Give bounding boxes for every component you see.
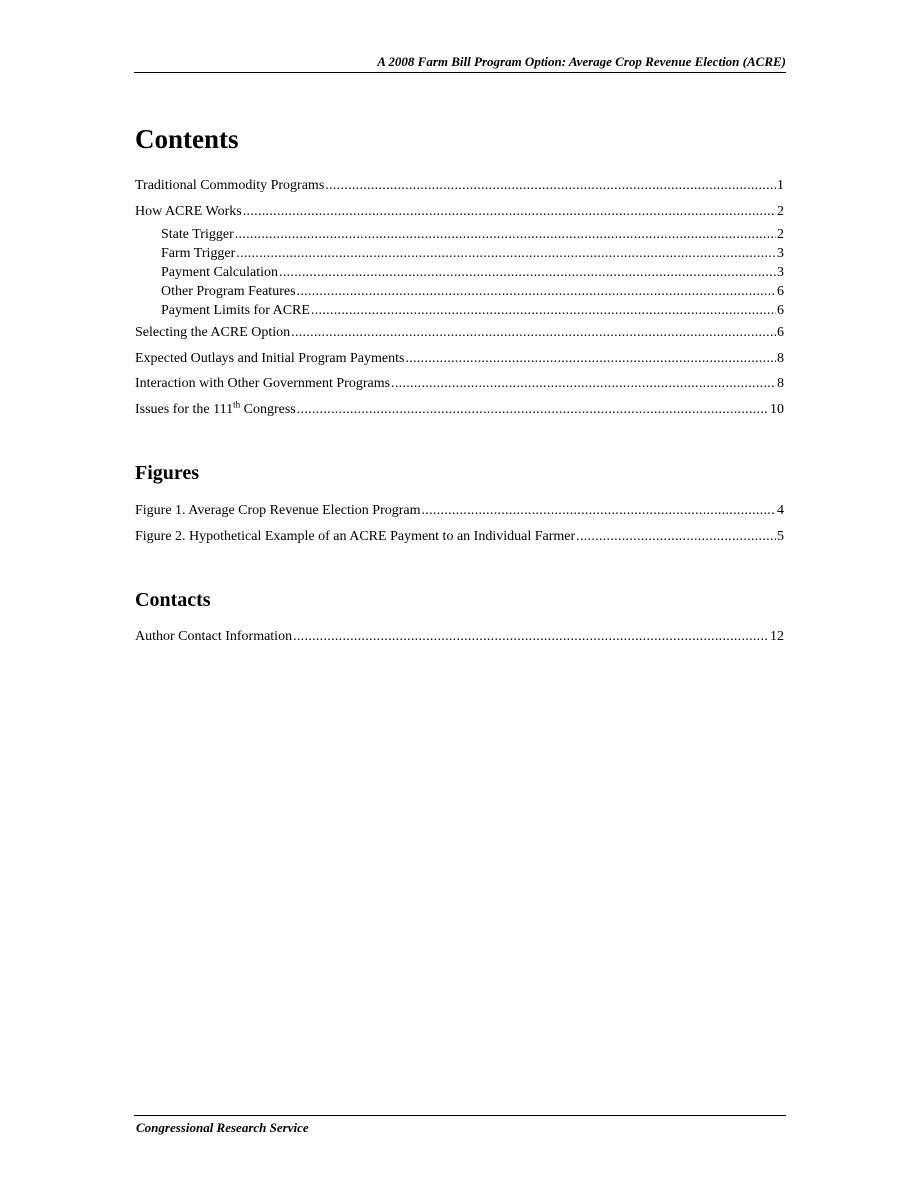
toc-entry-title: Traditional Commodity Programs [135, 178, 325, 193]
toc-entry-title: Farm Trigger [161, 246, 236, 261]
contacts-heading: Contacts [135, 589, 211, 611]
toc-entry-page: 1 [777, 178, 784, 193]
contents-heading: Contents [135, 124, 239, 154]
contact-entry-title: Author Contact Information [135, 629, 293, 644]
toc-entry-title: Payment Calculation [161, 265, 279, 280]
toc-entry-page: 2 [777, 227, 784, 242]
figure-entry-title: Figure 1. Average Crop Revenue Election Program [135, 503, 421, 518]
figures-heading: Figures [135, 462, 200, 484]
toc-entry-other-program-features[interactable] [161, 283, 784, 300]
contact-entry-author[interactable] [135, 628, 784, 645]
toc-entry-title: Interaction with Other Government Programs [135, 376, 391, 391]
toc-entry-page: 3 [777, 246, 784, 261]
toc-entry-page: 3 [777, 265, 784, 280]
footer-divider [134, 1115, 786, 1116]
toc-entry-traditional-commodity-programs[interactable] [135, 177, 784, 194]
toc-entry-page: 6 [777, 303, 784, 318]
figure-entry-1[interactable] [135, 502, 784, 519]
toc-entry-expected-outlays[interactable] [135, 350, 784, 367]
figure-entry-2[interactable] [135, 528, 784, 545]
running-header: A 2008 Farm Bill Program Option: Average Crop Revenue Election (ACRE) [377, 54, 786, 69]
toc-entry-page: 8 [777, 351, 784, 366]
toc-entry-issues-111th-congress[interactable] [135, 401, 784, 418]
footer-text: Congressional Research Service [136, 1120, 309, 1135]
toc-entry-farm-trigger[interactable] [161, 245, 784, 262]
toc-entry-page: 6 [777, 284, 784, 299]
toc-entry-state-trigger[interactable] [161, 226, 784, 243]
toc-entry-interaction-other-programs[interactable] [135, 375, 784, 392]
figure-entry-page: 4 [777, 503, 784, 518]
contact-entry-page: 12 [770, 629, 784, 644]
header-divider [134, 72, 786, 73]
toc-entry-title: Expected Outlays and Initial Program Payments [135, 351, 405, 366]
toc-entry-page: 8 [777, 376, 784, 391]
toc-entry-page: 10 [770, 402, 784, 417]
toc-entry-payment-calculation[interactable] [161, 264, 784, 281]
toc-entry-title: How ACRE Works [135, 204, 242, 219]
toc-entry-page: 2 [777, 204, 784, 219]
toc-entry-title: Selecting the ACRE Option [135, 325, 291, 340]
toc-entry-selecting-acre-option[interactable] [135, 324, 784, 341]
toc-entry-how-acre-works[interactable] [135, 203, 784, 220]
figure-entry-title: Figure 2. Hypothetical Example of an ACRE Payment to an Individual Farmer [135, 529, 576, 544]
toc-entry-title: Payment Limits for ACRE [161, 303, 310, 318]
toc-entry-title: Issues for the 111th Congress [135, 399, 296, 417]
toc-entry-title: State Trigger [161, 227, 234, 242]
toc-entry-page: 6 [777, 325, 784, 340]
toc-entry-payment-limits[interactable] [161, 302, 784, 319]
toc-entry-title: Other Program Features [161, 284, 296, 299]
figure-entry-page: 5 [777, 529, 784, 544]
